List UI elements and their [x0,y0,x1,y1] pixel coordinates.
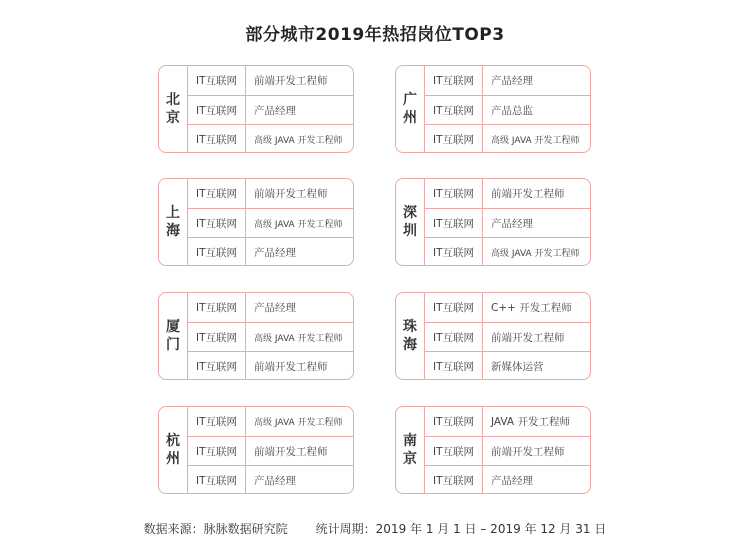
job-category: IT互联网 [188,179,246,208]
job-position: 产品经理 [254,104,296,117]
job-row [188,179,353,208]
job-category: IT互联网 [425,293,483,322]
job-category: IT互联网 [188,209,246,237]
city-name [159,66,188,152]
city-name-char: 海 [403,337,417,353]
city-name-char: 上 [166,205,180,221]
job-category: IT互联网 [425,179,483,208]
job-position: JAVA 开发工程师 [491,416,570,428]
data-source: 数据来源：脉脉数据研究院 [143,522,288,536]
job-row [188,124,353,153]
job-category: IT互联网 [425,323,483,351]
job-row [425,66,590,95]
city-name-char: 海 [166,223,180,239]
job-position: 前端开发工程师 [254,445,328,458]
city-name [396,293,425,379]
job-position: 高级 JAVA 开发工程师 [491,135,580,146]
city-name-char: 圳 [403,223,417,239]
job-position: 高级 JAVA 开发工程师 [491,248,580,259]
job-row [188,407,353,436]
job-row [425,465,590,494]
job-category: IT互联网 [425,125,483,153]
job-position: 前端开发工程师 [491,445,565,458]
job-category: IT互联网 [425,466,483,494]
city-name-char: 京 [403,451,417,467]
job-position: 高级 JAVA 开发工程师 [254,418,343,428]
job-row [188,351,353,380]
job-position: 高级 JAVA 开发工程师 [254,333,343,344]
job-row [425,237,590,266]
job-row [425,124,590,153]
city-name-char: 京 [166,110,180,126]
job-category: IT互联网 [188,466,246,494]
job-position: 前端开发工程师 [491,188,565,200]
job-row [425,436,590,465]
job-category: IT互联网 [188,437,246,465]
job-row [425,95,590,124]
job-row [425,208,590,237]
job-category: IT互联网 [188,323,246,351]
city-card-zhuhai [395,292,591,380]
city-name-char: 北 [166,92,180,108]
job-row [425,407,590,436]
city-name-char: 州 [166,451,180,467]
job-position: 产品经理 [254,474,296,487]
city-name [159,407,188,493]
job-category: IT互联网 [425,407,483,436]
job-category: IT互联网 [188,66,246,95]
job-category: IT互联网 [188,125,246,153]
city-card-nanjing [395,406,591,494]
footer [0,520,750,537]
city-name-char: 广 [403,92,417,108]
job-row [188,66,353,95]
job-position: 产品经理 [491,217,533,230]
job-position: 前端开发工程师 [254,360,328,373]
city-name [159,179,188,265]
job-category: IT互联网 [425,66,483,95]
city-card-guangzhou [395,65,591,153]
job-row [188,436,353,465]
job-position: 新媒体运营 [491,360,544,373]
job-position: 高级 JAVA 开发工程师 [254,135,343,146]
city-name-char: 珠 [403,319,417,335]
job-row [425,293,590,322]
city-card-shanghai [158,178,354,266]
job-row [188,237,353,266]
city-name [396,407,425,493]
job-category: IT互联网 [188,407,246,436]
job-category: IT互联网 [425,437,483,465]
job-position: 前端开发工程师 [491,331,565,344]
job-row [188,322,353,351]
job-row [188,293,353,322]
job-category: IT互联网 [425,238,483,266]
job-position: 前端开发工程师 [254,188,328,200]
city-name-char: 州 [403,110,417,126]
job-row [425,351,590,380]
job-category: IT互联网 [425,352,483,380]
job-position: 产品经理 [491,474,533,487]
city-name-char: 厦 [166,319,180,335]
city-name [396,66,425,152]
job-position: 高级 JAVA 开发工程师 [254,219,343,230]
city-card-beijing [158,65,354,153]
page-title: 部分城市2019年热招岗位TOP3 [245,25,505,45]
city-card-shenzhen [395,178,591,266]
job-category: IT互联网 [188,293,246,322]
job-category: IT互联网 [188,96,246,124]
city-name-char: 门 [166,337,180,353]
city-card-xiamen [158,292,354,380]
job-position: 产品总监 [491,104,533,117]
city-name-char: 南 [403,433,417,449]
job-position: 前端开发工程师 [254,75,328,87]
job-position: 产品经理 [491,75,533,87]
job-category: IT互联网 [188,238,246,266]
job-position: C++ 开发工程师 [491,302,572,314]
job-position: 产品经理 [254,246,296,259]
stat-period: 统计周期：2019 年 1 月 1 日 – 2019 年 12 月 31 日 [315,522,607,536]
city-name-char: 深 [403,205,417,221]
job-category: IT互联网 [425,96,483,124]
city-name-char: 杭 [166,433,180,449]
city-name [159,293,188,379]
city-card-hangzhou [158,406,354,494]
job-category: IT互联网 [425,209,483,237]
city-name [396,179,425,265]
job-row [425,322,590,351]
job-category: IT互联网 [188,352,246,380]
job-row [425,179,590,208]
job-row [188,465,353,494]
job-row [188,95,353,124]
job-position: 产品经理 [254,302,296,314]
job-row [188,208,353,237]
